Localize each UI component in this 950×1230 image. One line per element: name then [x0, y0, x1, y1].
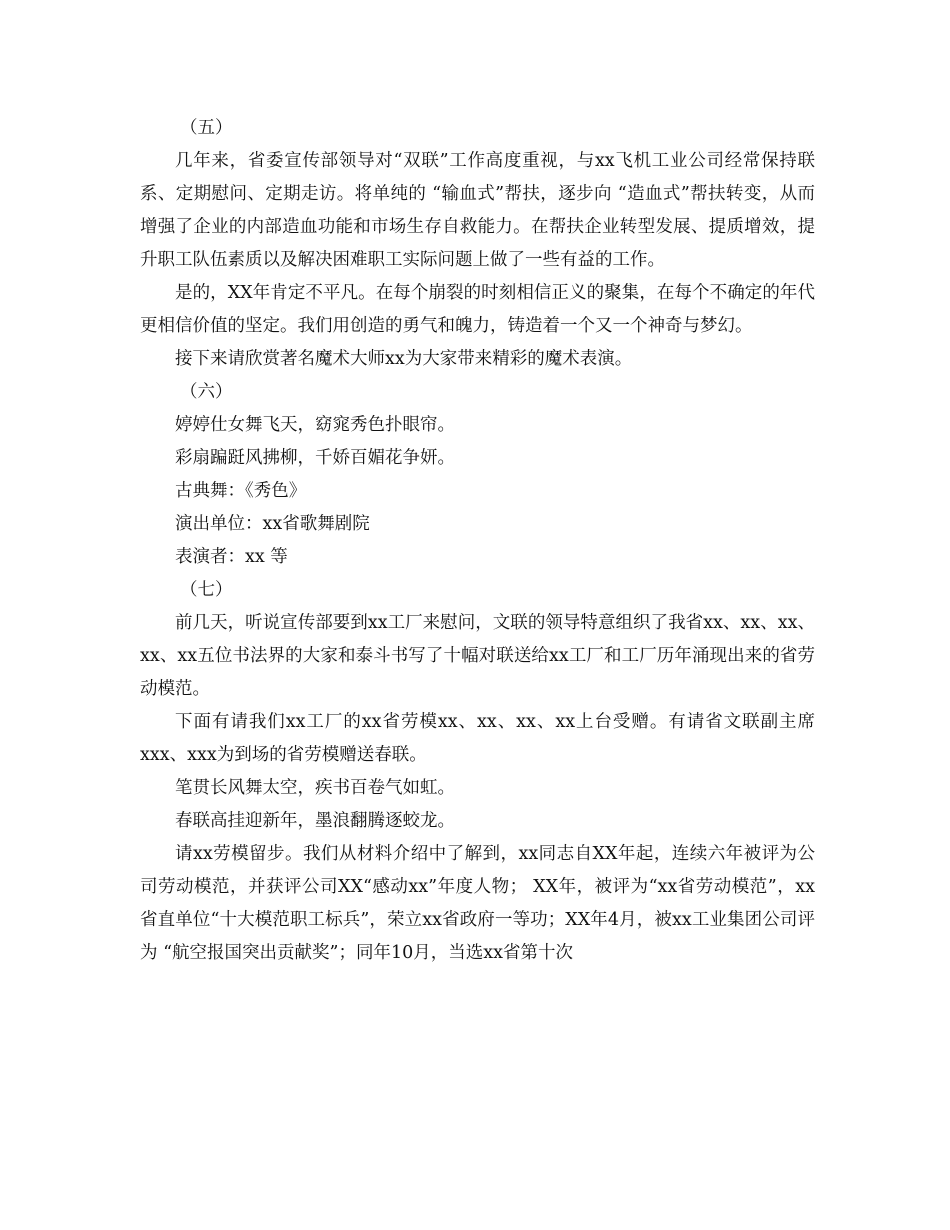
paragraph-extraordinary-year: 是的，XX年肯定不平凡。在每个崩裂的时刻相信正义的聚集，在每个不确定的年代更相信价值的坚定。我们用创造的勇气和魄力，铸造着一个又一个神奇与梦幻。 [140, 283, 815, 336]
couplet-line-2: 春联高挂迎新年，墨浪翻腾逐蛟龙。 [175, 811, 455, 831]
paragraph-calligraphy: 前几天，听说宣传部要到xx工厂来慰问，文联的领导特意组织了我省xx、xx、xx、xx、xx五位书法界的大家和泰斗书写了十幅对联送给xx工厂和工厂历年涌现出来的省劳动模范。 [140, 613, 815, 699]
paragraph-model-workers: 下面有请我们xx工厂的xx省劳模xx、xx、xx、xx上台受赠。有请省文联副主席xxx、xxx为到场的省劳模赠送春联。 [140, 712, 815, 765]
couplet-line-1: 笔贯长风舞太空，疾书百卷气如虹。 [175, 778, 455, 798]
section-label-6: （六） [180, 382, 233, 402]
paragraph-magic-show-intro: 接下来请欣赏著名魔术大师xx为大家带来精彩的魔术表演。 [175, 349, 633, 369]
document-page [140, 112, 815, 970]
program-unit: 演出单位：xx省歌舞剧院 [175, 514, 370, 534]
paragraph-support-work: 几年来，省委宣传部领导对“双联”工作高度重视，与xx飞机工业公司经常保持联系、定期慰问、定期走访。将单纯的 “输血式”帮扶，逐步向 “造血式”帮扶转变，从而增强了企业的内部造血功能和市场生存自救能力。在帮扶企业转型发展、提质增效，提升职工队伍素质以及解决困难职工实际问题上做了一些有益的工作。 [140, 151, 815, 270]
paragraph-model-worker-profile: 请xx劳模留步。我们从材料介绍中了解到，xx同志自XX年起，连续六年被评为公司劳动模范，并获评公司XX“感动xx”年度人物； XX年，被评为“xx省劳动模范”，xx省直单位“十大模范职工标兵”，荣立xx省政府一等功；XX年4月，被xx工业集团公司评为 “航空报国突出贡献奖”；同年10月，当选xx省第十次 [140, 844, 815, 963]
program-performers: 表演者：xx 等 [175, 547, 288, 567]
poem-line-2: 彩扇蹁跹风拂柳，千娇百媚花争妍。 [175, 448, 455, 468]
section-label-7: （七） [180, 580, 233, 600]
program-title: 古典舞：《秀色》 [175, 481, 307, 501]
poem-line-1: 婷婷仕女舞飞天，窈窕秀色扑眼帘。 [175, 415, 455, 435]
section-label-5: （五） [180, 118, 233, 138]
